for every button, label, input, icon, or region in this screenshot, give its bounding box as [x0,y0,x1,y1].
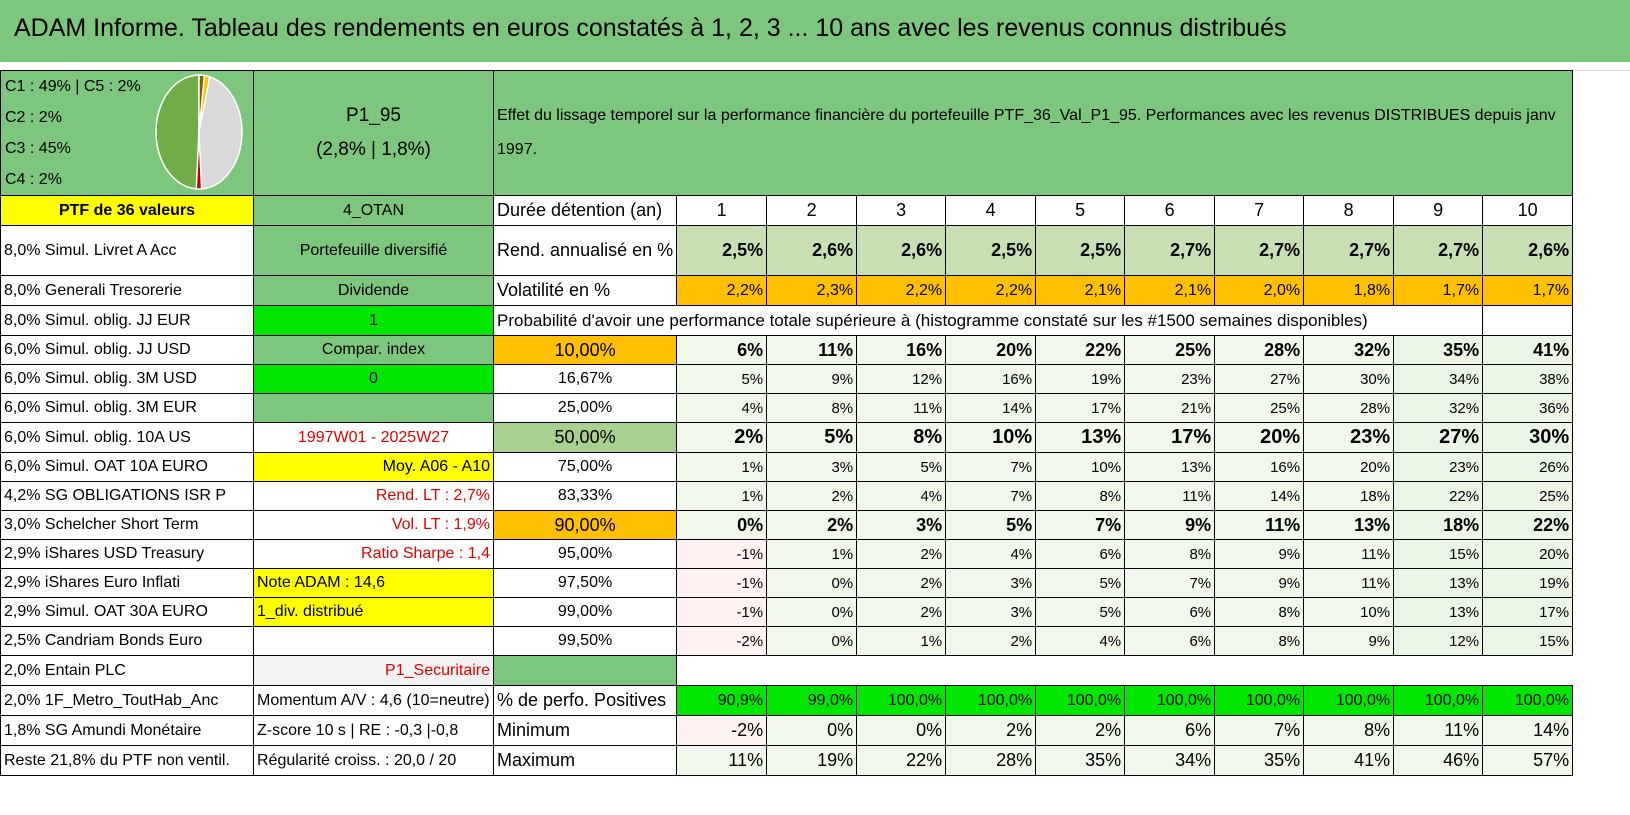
threshold-label: 10,00% [494,336,677,365]
probability-value: 1% [677,482,767,511]
probability-value: 13% [1394,569,1483,598]
year-header: 8 [1304,196,1394,226]
class-label-4: C4 : 2% [5,171,62,188]
class-breakdown-cell [1,71,254,196]
probability-value: 6% [1125,598,1215,627]
pos-label: % de perfo. Positives [494,686,677,716]
info-dividende: Dividende [254,276,494,306]
probability-value: 1% [767,540,857,569]
min-value: -2% [677,716,767,746]
probability-value: 20% [946,336,1036,365]
probability-value: 19% [1483,569,1573,598]
probability-value: 28% [1304,394,1394,423]
pos-value: 100,0% [857,686,946,716]
holding-item: 3,0% Schelcher Short Term [1,511,254,540]
class-label-3: C3 : 45% [5,140,71,157]
probability-value: 9% [1304,627,1394,656]
max-value: 11% [677,746,767,776]
probability-value: 26% [1483,453,1573,482]
table-row [1,686,1573,716]
probability-value: 20% [1304,453,1394,482]
holding-item: 2,0% Entain PLC [1,656,254,686]
min-value: 11% [1394,716,1483,746]
year-header: 6 [1125,196,1215,226]
rend-value: 2,5% [1036,226,1125,276]
probability-value: -1% [677,540,767,569]
year-header: 10 [1483,196,1573,226]
probability-value: 4% [677,394,767,423]
pos-value: 100,0% [1304,686,1394,716]
max-value: 57% [1483,746,1573,776]
vol-value: 1,8% [1304,276,1394,306]
table-row [1,453,1573,482]
empty-cell [1394,656,1483,686]
info-regul: Régularité croiss. : 20,0 / 20 [254,746,494,776]
probability-value: 3% [857,511,946,540]
holding-item: 2,9% iShares Euro Inflati [1,569,254,598]
min-value: 8% [1304,716,1394,746]
info-rend_lt: Rend. LT : 2,7% [254,482,494,511]
holding-item: Reste 21,8% du PTF non ventil. [1,746,254,776]
rend-value: 2,7% [1304,226,1394,276]
probability-value: 1% [857,627,946,656]
performance-sheet [0,70,1573,776]
probability-value: 2% [857,569,946,598]
probability-value: 3% [946,569,1036,598]
probability-value: 12% [1394,627,1483,656]
probability-value: 25% [1125,336,1215,365]
probability-value: 23% [1125,365,1215,394]
threshold-label: 97,50% [494,569,677,598]
probability-value: 3% [767,453,857,482]
probability-value: 35% [1394,336,1483,365]
pos-value: 100,0% [1394,686,1483,716]
vol-label: Volatilité en % [494,276,677,306]
min-value: 14% [1483,716,1573,746]
probability-value: 17% [1125,423,1215,453]
empty-cell [1483,306,1573,336]
info-secu: P1_Securitaire [254,656,494,686]
probability-value: 0% [677,511,767,540]
duration-label: Durée détention (an) [494,196,677,226]
max-label: Maximum [494,746,677,776]
table-row [1,394,1573,423]
table-row [1,365,1573,394]
max-value: 41% [1304,746,1394,776]
min-value: 2% [1036,716,1125,746]
probability-value: 27% [1215,365,1304,394]
probability-value: 13% [1036,423,1125,453]
threshold-label: 95,00% [494,540,677,569]
empty-cell [1036,656,1125,686]
info-blank2 [254,627,494,656]
year-header: 4 [946,196,1036,226]
year-header: 3 [857,196,946,226]
probability-value: 11% [1215,511,1304,540]
pie-slice [156,75,199,189]
probability-value: 7% [1036,511,1125,540]
probability-value: 0% [767,598,857,627]
year-header: 5 [1036,196,1125,226]
holding-item: 6,0% Simul. oblig. 10A US [1,423,254,453]
holding-item: 4,2% SG OBLIGATIONS ISR P [1,482,254,511]
info-moy: Moy. A06 - A10 [254,453,494,482]
probability-value: 2% [857,598,946,627]
vol-value: 2,0% [1215,276,1304,306]
probability-value: 4% [1036,627,1125,656]
info-type: Portefeuille diversifié [254,226,494,276]
table-row [1,482,1573,511]
probability-value: 17% [1483,598,1573,627]
info-vol_lt: Vol. LT : 1,9% [254,511,494,540]
probability-value: 2% [767,482,857,511]
probability-value: 28% [1215,336,1304,365]
table-row [1,306,1573,336]
probability-value: 38% [1483,365,1573,394]
table-row [1,276,1573,306]
probability-value: 11% [857,394,946,423]
min-value: 0% [857,716,946,746]
probability-value: 9% [1215,569,1304,598]
rend-value: 2,5% [946,226,1036,276]
empty-cell [677,656,767,686]
min-label: Minimum [494,716,677,746]
probability-value: 19% [1036,365,1125,394]
probability-value: 30% [1483,423,1573,453]
probability-value: 8% [1215,627,1304,656]
table-row [1,656,1573,686]
report-header [0,0,1630,62]
holding-item: 2,9% iShares USD Treasury [1,540,254,569]
probability-value: 11% [767,336,857,365]
max-value: 22% [857,746,946,776]
year-header: 1 [677,196,767,226]
probability-value: 10% [946,423,1036,453]
rend-value: 2,6% [1483,226,1573,276]
vol-value: 2,2% [857,276,946,306]
threshold-label: 25,00% [494,394,677,423]
table-row [1,423,1573,453]
max-value: 46% [1394,746,1483,776]
year-header: 9 [1394,196,1483,226]
probability-value: 25% [1483,482,1573,511]
min-value: 6% [1125,716,1215,746]
empty-cell [946,656,1036,686]
probability-value: 3% [946,598,1036,627]
holding-item: 1,8% SG Amundi Monétaire [1,716,254,746]
probability-value: 9% [1125,511,1215,540]
portfolio-name-cell [254,71,494,196]
probability-value: 1% [677,453,767,482]
rend-value: 2,6% [767,226,857,276]
pos-value: 100,0% [1215,686,1304,716]
threshold-label: 16,67% [494,365,677,394]
probability-value: 8% [767,394,857,423]
portfolio-description: Effet du lissage temporel sur la performance financière du portefeuille PTF_36_Val_P1_95. Performances avec les revenus DISTRIBUES depuis janv 1997. [494,71,1573,196]
probability-value: 13% [1394,598,1483,627]
info-note: Note ADAM : 14,6 [254,569,494,598]
info-otan: 4_OTAN [254,196,494,226]
rend-value: 2,6% [857,226,946,276]
probability-value: 2% [857,540,946,569]
min-value: 7% [1215,716,1304,746]
empty-cell [1483,656,1573,686]
probability-value: 18% [1394,511,1483,540]
probability-value: 18% [1304,482,1394,511]
probability-value: 22% [1483,511,1573,540]
probability-value: 7% [946,482,1036,511]
vol-value: 1,7% [1394,276,1483,306]
pos-value: 100,0% [1125,686,1215,716]
holding-item: 8,0% Simul. oblig. JJ EUR [1,306,254,336]
probability-value: 27% [1394,423,1483,453]
probability-value: 9% [1215,540,1304,569]
empty-cell [857,656,946,686]
holding-item: 2,0% 1F_Metro_ToutHab_Anc [1,686,254,716]
pos-value: 100,0% [946,686,1036,716]
table-row [1,746,1573,776]
probability-value: 5% [1036,569,1125,598]
probability-value: 8% [1215,598,1304,627]
probability-value: 21% [1125,394,1215,423]
probability-value: 30% [1304,365,1394,394]
year-header: 2 [767,196,857,226]
probability-value: 34% [1394,365,1483,394]
info-period: 1997W01 - 2025W27 [254,423,494,453]
class-label-2: C2 : 2% [5,109,62,126]
holding-item: 6,0% Simul. oblig. 3M EUR [1,394,254,423]
probability-value: 2% [767,511,857,540]
rend-label: Rend. annualisé en % [494,226,677,276]
holding-item: 6,0% Simul. oblig. JJ USD [1,336,254,365]
vol-value: 2,1% [1125,276,1215,306]
portfolio-name-sub: (2,8% | 1,8%) [316,139,431,160]
table-row [1,226,1573,276]
holding-item: 6,0% Simul. OAT 10A EURO [1,453,254,482]
vol-value: 2,2% [677,276,767,306]
table-row [1,627,1573,656]
pos-value: 99,0% [767,686,857,716]
threshold-label: 99,00% [494,598,677,627]
rend-value: 2,7% [1215,226,1304,276]
probability-value: 0% [767,569,857,598]
probability-value: 4% [857,482,946,511]
table-row [1,336,1573,365]
vol-value: 1,7% [1483,276,1573,306]
threshold-label: 83,33% [494,482,677,511]
probability-value: 2% [677,423,767,453]
probability-value: 10% [1304,598,1394,627]
probability-value: 32% [1394,394,1483,423]
table-row [1,540,1573,569]
probability-value: 32% [1304,336,1394,365]
empty-cell [1125,656,1215,686]
probability-value: 13% [1304,511,1394,540]
empty-cell [1304,656,1394,686]
info-zero: 0 [254,365,494,394]
probability-value: 5% [767,423,857,453]
table-row [1,716,1573,746]
probability-value: 4% [946,540,1036,569]
class-label-1: C1 : 49% | C5 : 2% [5,78,141,95]
probability-value: 36% [1483,394,1573,423]
holding-item: 6,0% Simul. oblig. 3M USD [1,365,254,394]
vol-value: 2,2% [946,276,1036,306]
info-momentum: Momentum A/V : 4,6 (10=neutre) [254,686,494,716]
info-div: 1_div. distribué [254,598,494,627]
probability-value: 16% [946,365,1036,394]
holding-item: 8,0% Generali Tresorerie [1,276,254,306]
info-zscore: Z-score 10 s | RE : -0,3 |-0,8 [254,716,494,746]
info-blank [254,394,494,423]
probability-value: 22% [1036,336,1125,365]
threshold-label: 50,00% [494,423,677,453]
table-row [1,196,1573,226]
rend-value: 2,7% [1394,226,1483,276]
probability-value: 6% [1125,627,1215,656]
probability-value: 20% [1215,423,1304,453]
vol-value: 2,1% [1036,276,1125,306]
vol-value: 2,3% [767,276,857,306]
max-value: 34% [1125,746,1215,776]
probability-value: 8% [1036,482,1125,511]
max-value: 35% [1215,746,1304,776]
probability-value: 13% [1125,453,1215,482]
rend-value: 2,7% [1125,226,1215,276]
max-value: 28% [946,746,1036,776]
probability-value: 7% [1125,569,1215,598]
probability-value: 5% [946,511,1036,540]
probability-value: 11% [1304,569,1394,598]
probability-value: 11% [1304,540,1394,569]
rend-value: 2,5% [677,226,767,276]
probability-value: -2% [677,627,767,656]
min-value: 0% [767,716,857,746]
portfolio-name: P1_95 [346,105,401,126]
threshold-label: 90,00% [494,511,677,540]
probability-value: 8% [857,423,946,453]
pos-value: 90,9% [677,686,767,716]
probability-value: 16% [1215,453,1304,482]
max-value: 19% [767,746,857,776]
pos-value: 100,0% [1483,686,1573,716]
allocation-pie-chart [153,72,245,192]
empty-cell [767,656,857,686]
probability-value: 14% [946,394,1036,423]
probability-value: 12% [857,365,946,394]
probability-value: -1% [677,569,767,598]
info-compar: Compar. index [254,336,494,365]
prob-title: Probabilité d'avoir une performance totale supérieure à (histogramme constaté sur les #1500 semaines disponibles) [494,306,1483,336]
probability-value: 41% [1483,336,1573,365]
probability-value: 22% [1394,482,1483,511]
probability-value: 5% [857,453,946,482]
probability-value: 15% [1483,627,1573,656]
probability-value: 15% [1394,540,1483,569]
probability-value: 2% [946,627,1036,656]
probability-value: 17% [1036,394,1125,423]
holding-item: 2,5% Candriam Bonds Euro [1,627,254,656]
probability-value: 6% [677,336,767,365]
threshold-label: 99,50% [494,627,677,656]
empty-cell [1215,656,1304,686]
probability-value: 5% [677,365,767,394]
pos-value: 100,0% [1036,686,1125,716]
empty-green-cell [494,656,677,686]
probability-value: 7% [946,453,1036,482]
info-sharpe: Ratio Sharpe : 1,4 [254,540,494,569]
probability-value: 10% [1036,453,1125,482]
probability-value: -1% [677,598,767,627]
probability-value: 6% [1036,540,1125,569]
probability-value: 8% [1125,540,1215,569]
probability-value: 0% [767,627,857,656]
probability-value: 23% [1394,453,1483,482]
probability-value: 25% [1215,394,1304,423]
portfolio-size-label: PTF de 36 valeurs [1,196,254,226]
report-title: ADAM Informe. Tableau des rendements en euros constatés à 1, 2, 3 ... 10 ans avec les revenus connus distribués [14,14,1287,42]
table-row [1,598,1573,627]
probability-value: 14% [1215,482,1304,511]
probability-value: 9% [767,365,857,394]
probability-value: 16% [857,336,946,365]
info-one: 1 [254,306,494,336]
holding-item: 2,9% Simul. OAT 30A EURO [1,598,254,627]
probability-value: 5% [1036,598,1125,627]
year-header: 7 [1215,196,1304,226]
threshold-label: 75,00% [494,453,677,482]
max-value: 35% [1036,746,1125,776]
probability-value: 23% [1304,423,1394,453]
table-row [1,569,1573,598]
probability-value: 20% [1483,540,1573,569]
table-row [1,511,1573,540]
probability-value: 11% [1125,482,1215,511]
holding-item: 8,0% Simul. Livret A Acc [1,226,254,276]
min-value: 2% [946,716,1036,746]
